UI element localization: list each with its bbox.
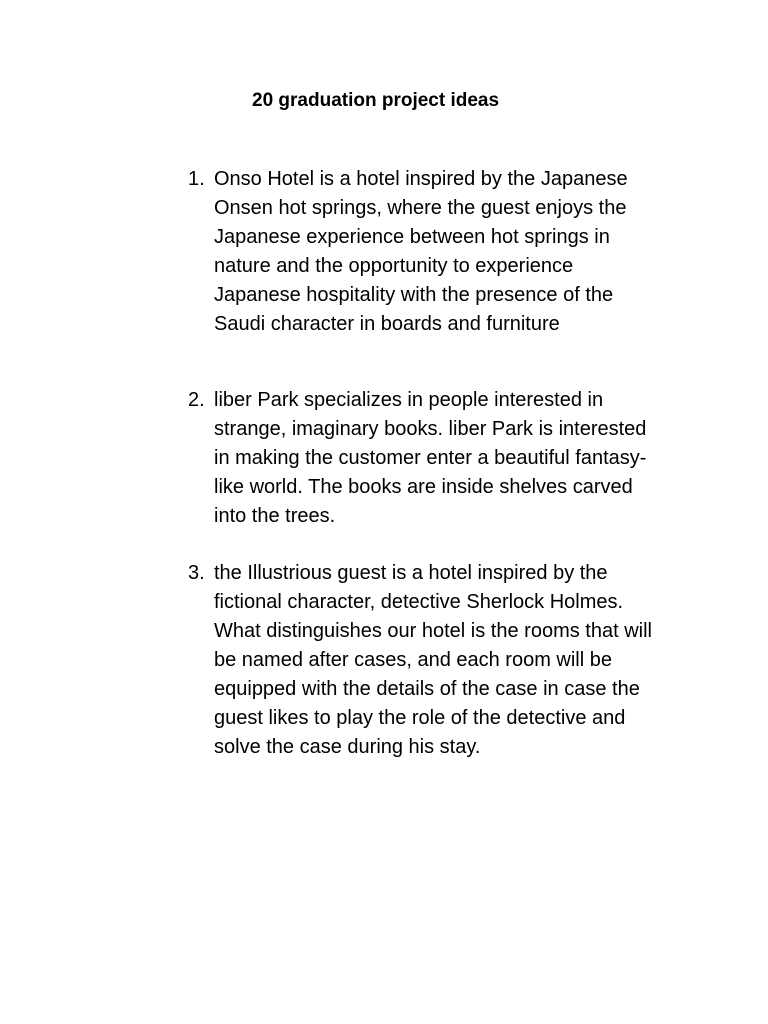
idea-text: the Illustrious guest is a hotel inspired by the fictional character, detective Sherlock Holmes. What distinguishes our hotel is the rooms that will be named after cases, and each room will be equipped with the details of the case in case the guest likes to play the role of the detective and solve the case during his stay. [214,562,652,758]
list-item-idea-3 [188,559,658,762]
idea-number: 2. [188,389,205,411]
idea-number: 1. [188,168,205,190]
list-item-idea-1 [188,165,658,339]
document-title: 20 graduation project ideas [252,90,500,111]
idea-text: liber Park specializes in people interested in strange, imaginary books. liber Park is interested in making the customer enter a beautiful fantasy-like world. The books are inside shelves carved into the trees. [214,389,647,527]
idea-text: Onso Hotel is a hotel inspired by the Japanese Onsen hot springs, where the guest enjoys the Japanese experience between hot springs in nature and the opportunity to experience Japanese hospitality with the presence of the Saudi character in boards and furniture [214,168,628,335]
list-item-idea-2 [188,386,658,531]
idea-number: 3. [188,562,205,584]
